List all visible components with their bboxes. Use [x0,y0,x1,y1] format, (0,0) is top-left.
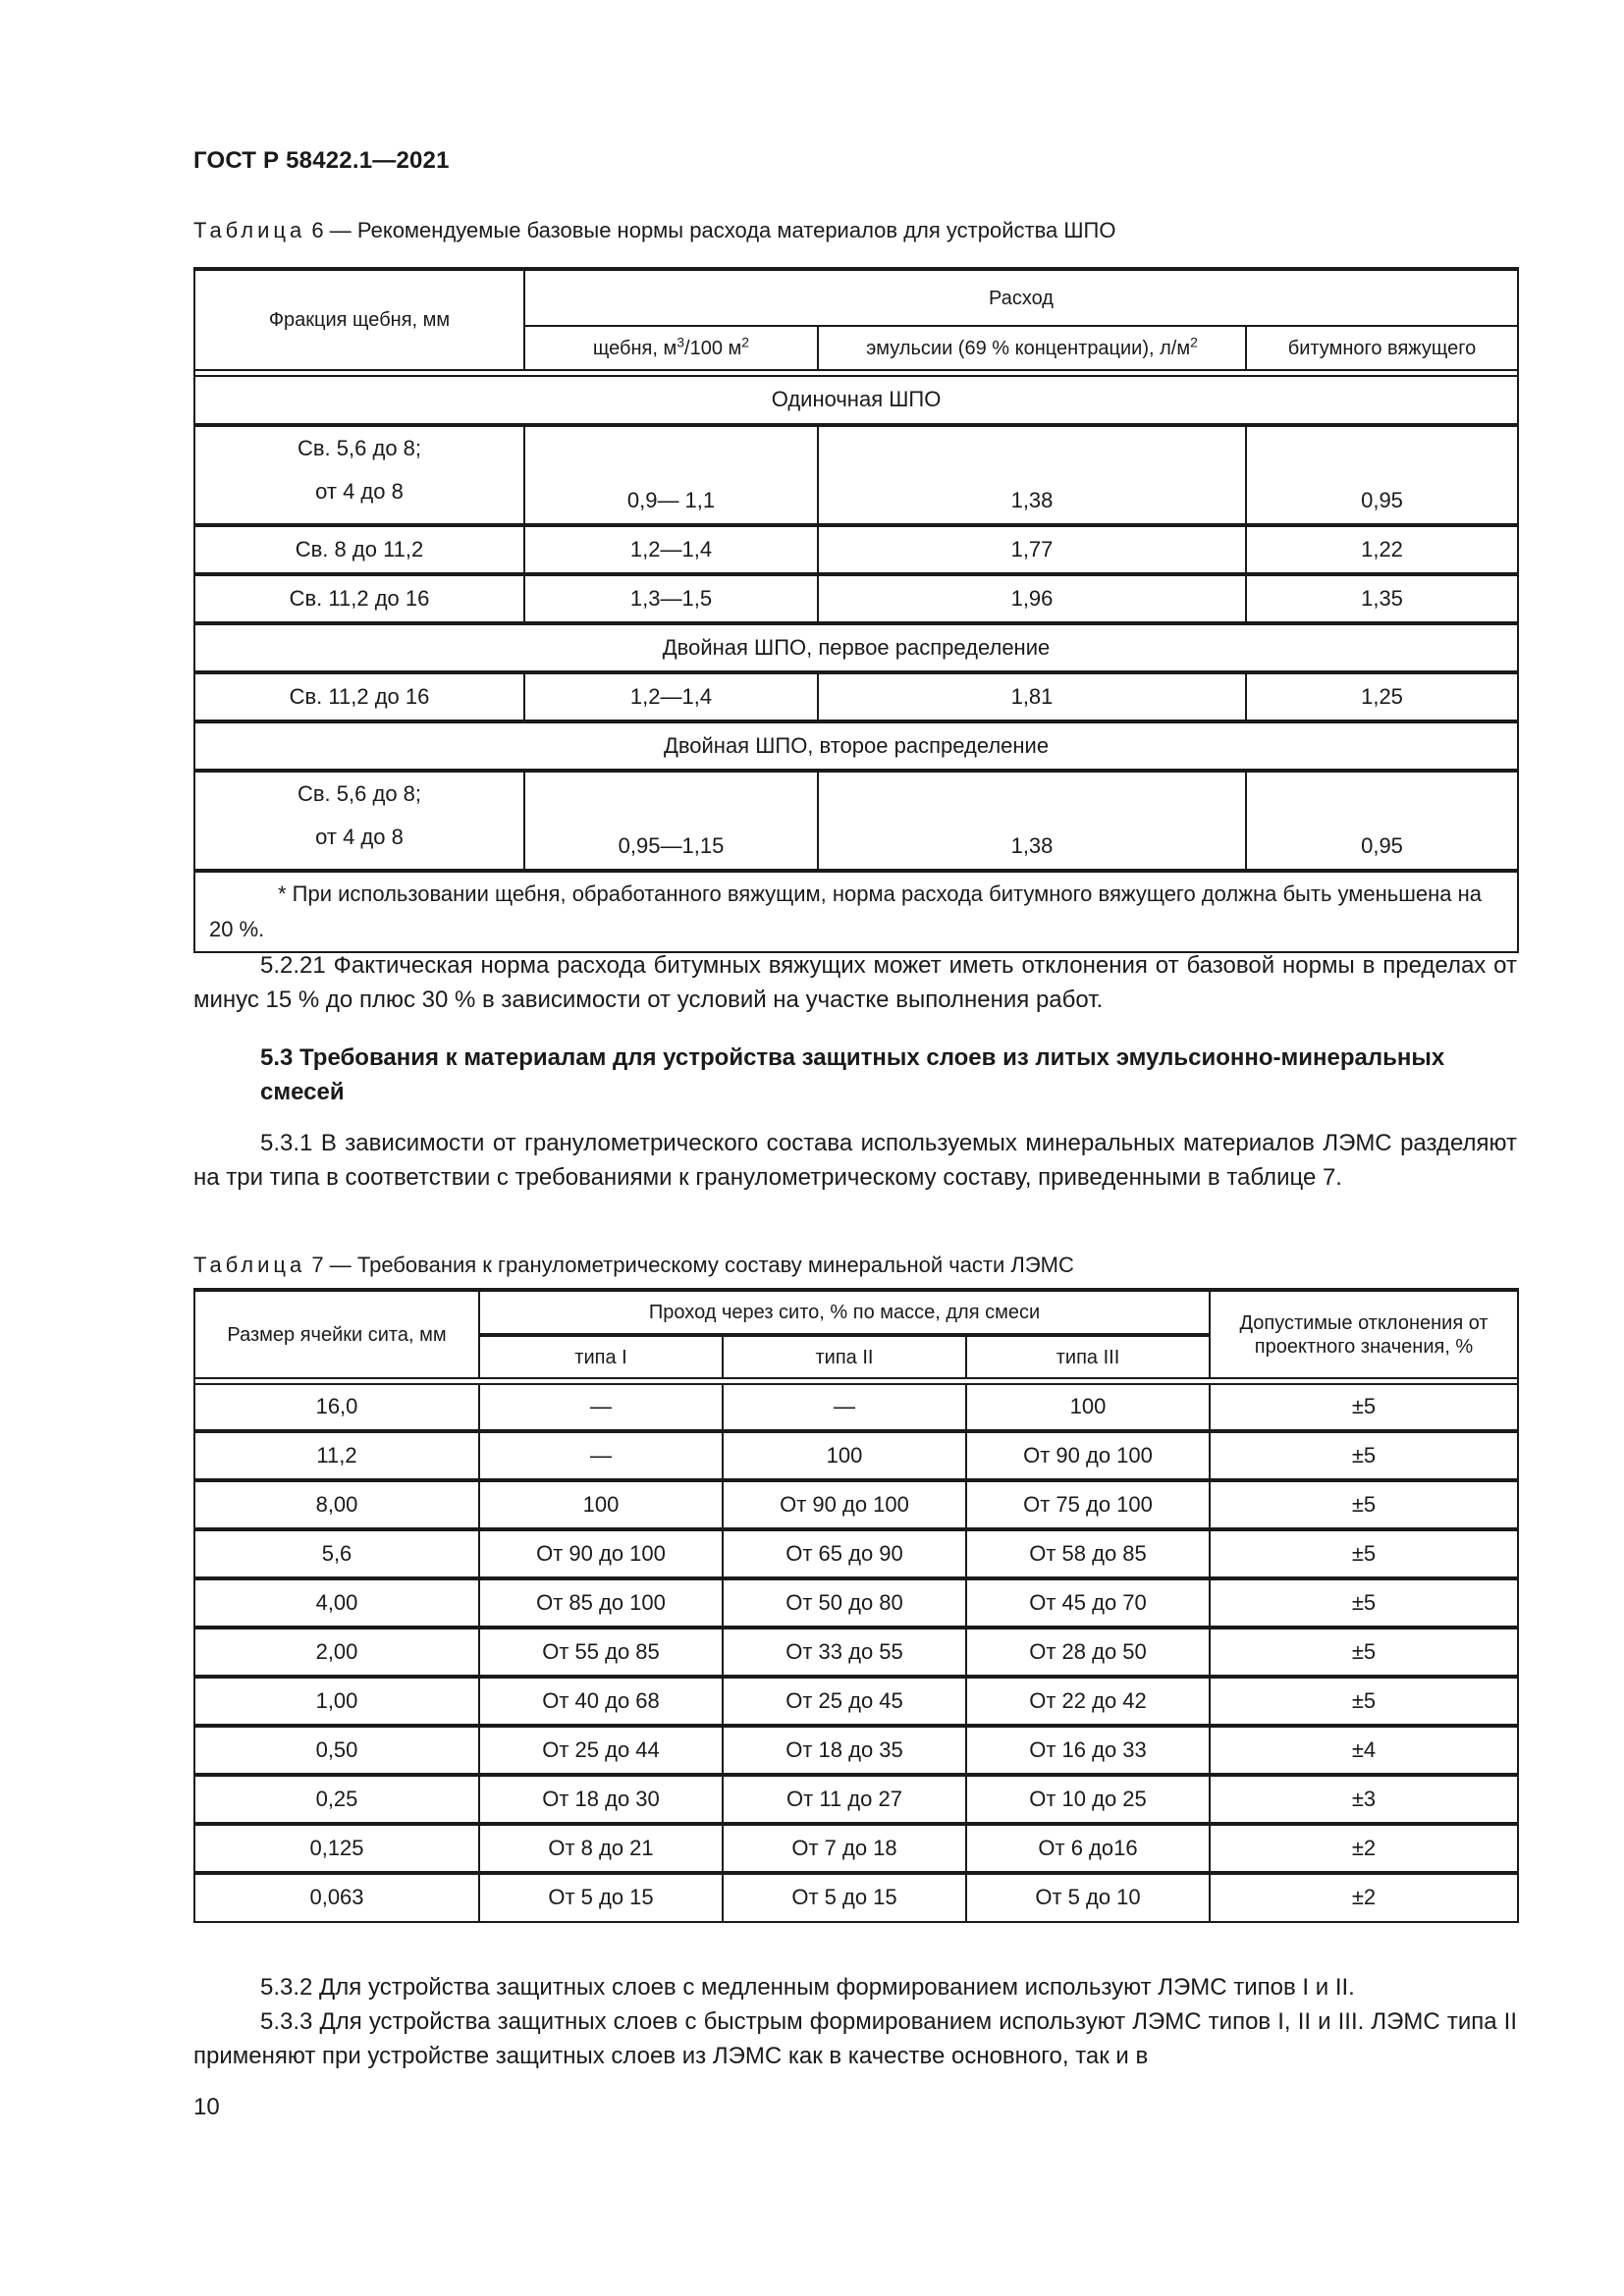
table7 [193,1288,1519,1923]
emulsion-cell: 1,38 [818,771,1246,871]
tolerance-cell: ±2 [1210,1873,1518,1922]
tolerance-cell: ±5 [1210,1529,1518,1578]
tolerance-cell: ±5 [1210,1578,1518,1628]
table-row [194,1873,1518,1922]
table6-caption [193,218,1115,243]
type2-cell: От 33 до 55 [723,1628,966,1677]
tolerance-cell: ±5 [1210,1431,1518,1480]
type1-cell: 100 [479,1480,723,1529]
type1-cell: От 55 до 85 [479,1628,723,1677]
type3-cell: От 22 до 42 [966,1677,1210,1726]
paragraph-5-2-21: 5.2.21 Фактическая норма расхода битумных вяжущих может иметь отклонения от базовой нормы в пределах от минус 15 % до плюс 30 % в зависимости от условий на участке выполнения работ. [193,952,1517,1013]
table-row [194,1480,1518,1529]
table6-section-title: Двойная ШПО, первое распределение [194,623,1518,672]
tolerance-cell: ±2 [1210,1824,1518,1873]
fraction-cell: Св. 8 до 11,2 [194,525,524,574]
type2-cell: 100 [723,1431,966,1480]
type2-cell: От 50 до 80 [723,1578,966,1628]
sieve-cell: 2,00 [194,1628,479,1677]
table6-caption-text: — Рекомендуемые базовые нормы расхода материалов для устройства ШПО [329,218,1116,242]
sieve-cell: 0,25 [194,1775,479,1824]
table-row [194,1677,1518,1726]
sieve-cell: 8,00 [194,1480,479,1529]
table6-footnote: * При использовании щебня, обработанного вяжущим, норма расхода битумного вяжущего должна быть уменьшена на 20 %. [194,871,1518,952]
stone-cell: 1,2—1,4 [524,672,818,721]
type3-cell: 100 [966,1384,1210,1431]
table6-section-title: Двойная ШПО, второе распределение [194,721,1518,771]
table7-header-type2: типа II [723,1335,966,1378]
table6-section-title: Одиночная ШПО [194,376,1518,425]
stone-cell: 1,2—1,4 [524,525,818,574]
tolerance-cell: ±4 [1210,1726,1518,1775]
type2-cell: От 5 до 15 [723,1873,966,1922]
paragraph-5-3-2: 5.3.2 Для устройства защитных слоев с медленным формированием используют ЛЭМС типов I и II. [260,1974,1355,2001]
paragraph-5-3-3: 5.3.3 Для устройства защитных слоев с быстрым формированием используют ЛЭМС типов I, II и III. ЛЭМС типа II применяют при устройстве защитных слоев из ЛЭМС как в качестве основного, так и в [193,2008,1517,2069]
emulsion-cell: 1,96 [818,574,1246,623]
tolerance-cell: ±5 [1210,1480,1518,1529]
table-row [194,771,1518,871]
tolerance-cell: ±5 [1210,1384,1518,1431]
table7-header-type1: типа I [479,1335,723,1378]
table7-caption-number: 7 [311,1253,324,1277]
sieve-cell: 0,50 [194,1726,479,1775]
table6-header-stone: щебня, $м^3/100$ $м^2$ [524,326,818,370]
type2-cell: От 65 до 90 [723,1529,966,1578]
bitumen-cell: 1,35 [1246,574,1518,623]
tolerance-cell: ±5 [1210,1677,1518,1726]
paragraph-5-3-1: 5.3.1 В зависимости от гранулометрического состава используемых минеральных материалов ЛЭМС разделяют на три типа в соответствии с требованиями к гранулометрическому составу, приведенными в таблице 7. [193,1130,1517,1191]
type3-cell: От 90 до 100 [966,1431,1210,1480]
table-row [194,525,1518,574]
table7-header-passing: Проход через сито, % по массе, для смеси [479,1290,1210,1335]
type1-cell: От 85 до 100 [479,1578,723,1628]
type2-cell: От 7 до 18 [723,1824,966,1873]
table-row [194,574,1518,623]
type1-cell: От 90 до 100 [479,1529,723,1578]
section-heading-5-3: 5.3 Требования к материалам для устройства защитных слоев из литых эмульсионно-минеральных смесей [260,1044,1445,1105]
fraction-cell: Св. 11,2 до 16 [194,672,524,721]
type2-cell: От 18 до 35 [723,1726,966,1775]
fraction-cell: Св. 5,6 до 8; от 4 до 8 [194,425,524,525]
type3-cell: От 45 до 70 [966,1578,1210,1628]
type1-cell: От 5 до 15 [479,1873,723,1922]
table7-header-type3: типа III [966,1335,1210,1378]
table7-caption [193,1253,1074,1278]
table-row [194,1628,1518,1677]
tolerance-cell: ±5 [1210,1628,1518,1677]
type2-cell: От 25 до 45 [723,1677,966,1726]
bitumen-cell: 0,95 [1246,425,1518,525]
type3-cell: От 58 до 85 [966,1529,1210,1578]
type2-cell: — [723,1384,966,1431]
stone-cell: 1,3—1,5 [524,574,818,623]
type2-cell: От 11 до 27 [723,1775,966,1824]
table6-caption-prefix: Таблица [193,218,306,242]
bitumen-cell: 1,22 [1246,525,1518,574]
sieve-cell: 4,00 [194,1578,479,1628]
table-row [194,1529,1518,1578]
table-row [194,425,1518,525]
emulsion-cell: 1,81 [818,672,1246,721]
table-row [194,1384,1518,1431]
type1-cell: От 40 до 68 [479,1677,723,1726]
stone-cell: 0,95—1,15 [524,771,818,871]
table6-header-emulsion: эмульсии (69 % концентрации), $л/м^2$ [818,326,1246,370]
table-row [194,672,1518,721]
stone-cell: 0,9— 1,1 [524,425,818,525]
sieve-cell: 11,2 [194,1431,479,1480]
emulsion-cell: 1,38 [818,425,1246,525]
tolerance-cell: ±3 [1210,1775,1518,1824]
sieve-cell: 1,00 [194,1677,479,1726]
table-row [194,1431,1518,1480]
emulsion-cell: 1,77 [818,525,1246,574]
type2-cell: От 90 до 100 [723,1480,966,1529]
table7-header-sieve: Размер ячейки сита, мм [194,1290,479,1378]
bitumen-cell: 1,25 [1246,672,1518,721]
type3-cell: От 6 до16 [966,1824,1210,1873]
table6-header-bitumen: битумного вяжущего [1246,326,1518,370]
table6-header-fraction: Фракция щебня, мм [194,269,524,370]
type1-cell: От 18 до 30 [479,1775,723,1824]
type3-cell: От 10 до 25 [966,1775,1210,1824]
table7-header-tolerance: Допустимые отклонения от проектного значения, % [1210,1290,1518,1378]
table6 [193,267,1519,953]
page-number: 10 [193,2094,220,2120]
type1-cell: — [479,1384,723,1431]
sieve-cell: 0,125 [194,1824,479,1873]
table6-header-consumption: Расход [524,269,1518,326]
table-row [194,1726,1518,1775]
table-row [194,1824,1518,1873]
sieve-cell: 16,0 [194,1384,479,1431]
type3-cell: От 75 до 100 [966,1480,1210,1529]
type3-cell: От 5 до 10 [966,1873,1210,1922]
fraction-cell: Св. 5,6 до 8; от 4 до 8 [194,771,524,871]
type3-cell: От 28 до 50 [966,1628,1210,1677]
table-row [194,1775,1518,1824]
type1-cell: От 25 до 44 [479,1726,723,1775]
table-row [194,1578,1518,1628]
sieve-cell: 0,063 [194,1873,479,1922]
table7-caption-text: — Требования к гранулометрическому составу минеральной части ЛЭМС [329,1253,1074,1277]
type3-cell: От 16 до 33 [966,1726,1210,1775]
fraction-cell: Св. 11,2 до 16 [194,574,524,623]
table7-caption-prefix: Таблица [193,1253,306,1277]
type1-cell: — [479,1431,723,1480]
document-id-header: ГОСТ Р 58422.1—2021 [193,147,450,174]
sieve-cell: 5,6 [194,1529,479,1578]
type1-cell: От 8 до 21 [479,1824,723,1873]
table6-caption-number: 6 [311,218,324,242]
bitumen-cell: 0,95 [1246,771,1518,871]
